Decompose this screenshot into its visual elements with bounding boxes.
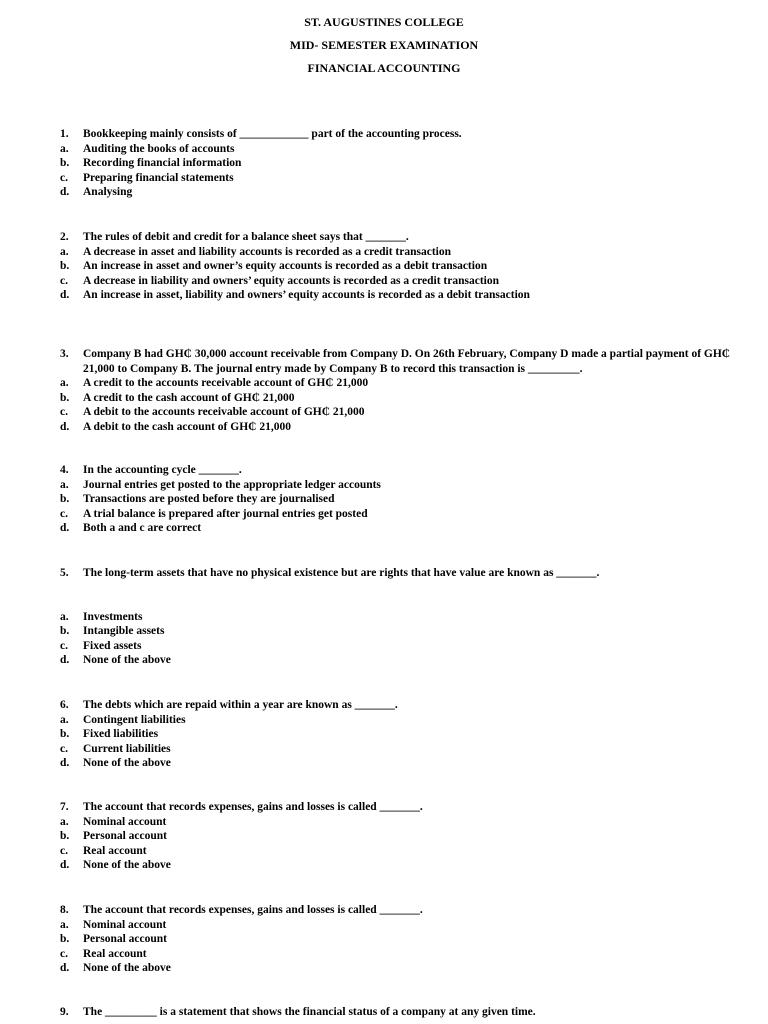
question-number: 8.	[60, 904, 69, 916]
option-a: a. Investments	[60, 610, 143, 623]
question-4	[60, 463, 750, 536]
question-number: 9.	[60, 1006, 69, 1018]
option-c: c. Current liabilities	[60, 742, 171, 755]
question-1	[60, 127, 750, 200]
option-d: d. An increase in asset, liability and owners’ equity accounts is recorded as a debit transaction	[60, 289, 530, 301]
option-d: d. Analysing	[60, 186, 133, 198]
question-number: 6.	[60, 699, 69, 711]
option-c: c. Preparing financial statements	[60, 171, 234, 184]
question-number: 7.	[60, 801, 69, 813]
option-b: b. Intangible assets	[60, 625, 165, 637]
option-c: c. A debit to the accounts receivable account of GH₵ 21,000	[60, 406, 365, 418]
option-b: b. Personal account	[60, 933, 168, 945]
question-text: The rules of debit and credit for a balance sheet says that _______.	[83, 231, 409, 243]
option-b: b. Personal account	[60, 830, 168, 842]
question-text: The account that records expenses, gains and losses is called _______.	[83, 801, 423, 813]
question-5	[60, 566, 750, 668]
option-a: a. Nominal account	[60, 815, 167, 828]
option-c: c. Real account	[60, 947, 147, 960]
option-b: b. A credit to the cash account of GH₵ 21,000	[60, 391, 295, 404]
option-d: d. None of the above	[60, 962, 171, 974]
question-text: Company B had GH₵ 30,000 account receivable from Company D. On 26th February, Company D made a partial payment of GH₵ 21,000 to Company B. The journal entry made by Company B to record this transaction is _________.	[83, 348, 731, 375]
option-c: c. Real account	[60, 844, 147, 857]
question-7	[60, 800, 750, 873]
option-d: d. None of the above	[60, 757, 171, 769]
question-number: 2.	[60, 231, 69, 243]
college-name: ST. AUGUSTINES COLLEGE	[304, 15, 464, 29]
option-d: d. None of the above	[60, 654, 171, 666]
option-c: c. A trial balance is prepared after journal entries get posted	[60, 507, 368, 520]
option-c: c. Fixed assets	[60, 639, 142, 652]
question-2	[60, 230, 750, 303]
option-a: a. A decrease in asset and liability accounts is recorded as a credit transaction	[60, 245, 451, 258]
question-9	[60, 1005, 750, 1020]
option-b: b. An increase in asset and owner’s equity accounts is recorded as a debit transaction	[60, 260, 488, 272]
question-text: Bookkeeping mainly consists of ____________ part of the accounting process.	[83, 128, 462, 140]
option-a: a. Journal entries get posted to the appropriate ledger accounts	[60, 478, 381, 491]
option-d: d. A debit to the cash account of GH₵ 21,000	[60, 420, 291, 433]
question-text: The long-term assets that have no physical existence but are rights that have value are known as _______.	[83, 567, 600, 579]
question-number: 3.	[60, 348, 69, 360]
question-text: The account that records expenses, gains and losses is called _______.	[83, 904, 423, 916]
course-title: FINANCIAL ACCOUNTING	[307, 61, 461, 75]
option-d: d. None of the above	[60, 859, 171, 871]
option-a: a. Contingent liabilities	[60, 713, 186, 726]
option-b: b. Fixed liabilities	[60, 728, 159, 740]
question-text: The _________ is a statement that shows the financial status of a company at any given time.	[83, 1006, 536, 1018]
option-b: b. Recording financial information	[60, 157, 242, 169]
option-b: b. Transactions are posted before they are journalised	[60, 493, 335, 505]
option-c: c. A decrease in liability and owners’ equity accounts is recorded as a credit transaction	[60, 274, 500, 287]
option-a: a. Auditing the books of accounts	[60, 142, 235, 155]
option-a: a. Nominal account	[60, 918, 167, 931]
question-8	[60, 903, 750, 976]
question-number: 4.	[60, 464, 69, 476]
option-d: d. Both a and c are correct	[60, 522, 202, 534]
question-text: In the accounting cycle _______.	[83, 464, 242, 476]
question-6	[60, 698, 750, 771]
question-number: 1.	[60, 128, 69, 140]
question-text: The debts which are repaid within a year are known as _______.	[83, 699, 398, 711]
question-number: 5.	[60, 567, 69, 579]
question-3	[60, 347, 750, 434]
exam-header	[0, 15, 768, 76]
option-a: a. A credit to the accounts receivable account of GH₵ 21,000	[60, 377, 369, 389]
exam-title: MID- SEMESTER EXAMINATION	[289, 38, 479, 52]
